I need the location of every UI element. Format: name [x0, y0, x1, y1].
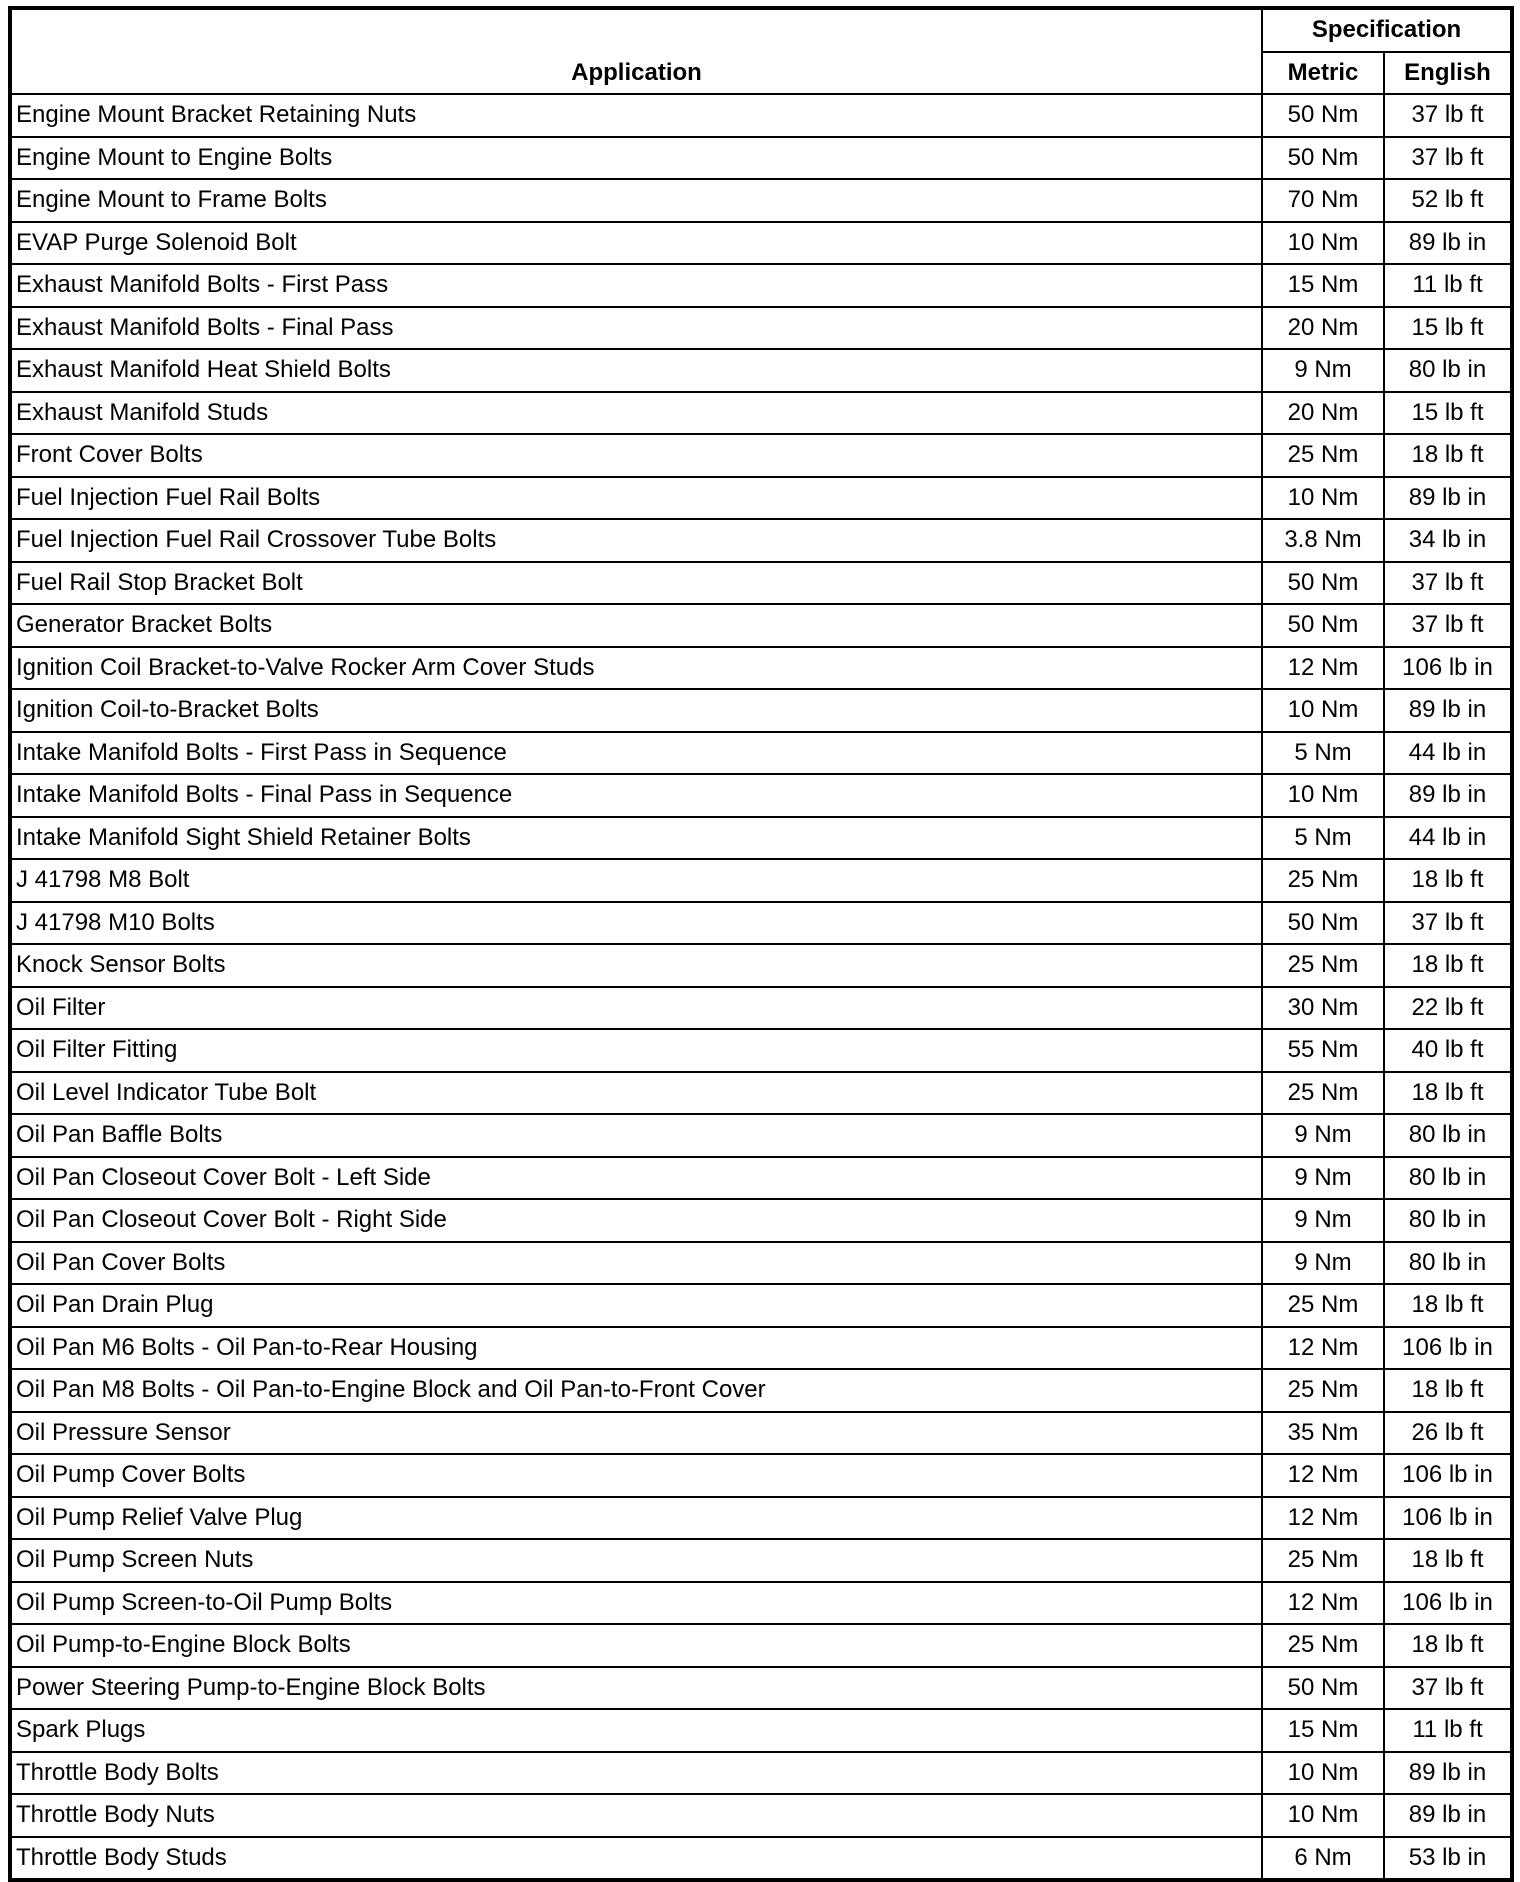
- table-row: [10, 94, 1512, 137]
- application-cell: Intake Manifold Sight Shield Retainer Bolts: [10, 817, 1262, 860]
- english-cell: 18 lb ft: [1384, 1539, 1512, 1582]
- table-row: [10, 1114, 1512, 1157]
- header-row-top: [10, 8, 1512, 52]
- table-header: [10, 8, 1512, 94]
- application-cell: Exhaust Manifold Studs: [10, 392, 1262, 435]
- metric-cell: 50 Nm: [1262, 562, 1384, 605]
- table-row: [10, 1667, 1512, 1710]
- table-row: [10, 392, 1512, 435]
- english-cell: 80 lb in: [1384, 1242, 1512, 1285]
- metric-cell: 3.8 Nm: [1262, 519, 1384, 562]
- english-cell: 37 lb ft: [1384, 562, 1512, 605]
- application-cell: Engine Mount to Engine Bolts: [10, 137, 1262, 180]
- metric-cell: 12 Nm: [1262, 1327, 1384, 1370]
- metric-cell: 12 Nm: [1262, 647, 1384, 690]
- metric-cell: 50 Nm: [1262, 94, 1384, 137]
- application-cell: Exhaust Manifold Bolts - Final Pass: [10, 307, 1262, 350]
- table-row: [10, 902, 1512, 945]
- metric-cell: 10 Nm: [1262, 1752, 1384, 1795]
- metric-cell: 50 Nm: [1262, 902, 1384, 945]
- table-row: [10, 434, 1512, 477]
- english-cell: 11 lb ft: [1384, 1709, 1512, 1752]
- metric-cell: 25 Nm: [1262, 1539, 1384, 1582]
- metric-cell: 12 Nm: [1262, 1582, 1384, 1625]
- table-row: [10, 1029, 1512, 1072]
- english-cell: 18 lb ft: [1384, 944, 1512, 987]
- application-cell: Engine Mount to Frame Bolts: [10, 179, 1262, 222]
- english-cell: 18 lb ft: [1384, 859, 1512, 902]
- metric-cell: 35 Nm: [1262, 1412, 1384, 1455]
- application-cell: Power Steering Pump-to-Engine Block Bolts: [10, 1667, 1262, 1710]
- application-cell: Oil Pan Drain Plug: [10, 1284, 1262, 1327]
- english-cell: 80 lb in: [1384, 1199, 1512, 1242]
- table-row: [10, 1157, 1512, 1200]
- metric-cell: 25 Nm: [1262, 1072, 1384, 1115]
- application-cell: Oil Pan Closeout Cover Bolt - Left Side: [10, 1157, 1262, 1200]
- application-cell: Knock Sensor Bolts: [10, 944, 1262, 987]
- application-cell: Oil Pan Baffle Bolts: [10, 1114, 1262, 1157]
- metric-cell: 12 Nm: [1262, 1454, 1384, 1497]
- application-cell: Fuel Injection Fuel Rail Crossover Tube Bolts: [10, 519, 1262, 562]
- table-row: [10, 349, 1512, 392]
- english-cell: 89 lb in: [1384, 1794, 1512, 1837]
- table-row: [10, 1199, 1512, 1242]
- metric-cell: 10 Nm: [1262, 1794, 1384, 1837]
- english-cell: 37 lb ft: [1384, 604, 1512, 647]
- table-row: [10, 1794, 1512, 1837]
- english-cell: 44 lb in: [1384, 817, 1512, 860]
- metric-cell: 20 Nm: [1262, 392, 1384, 435]
- application-cell: Ignition Coil-to-Bracket Bolts: [10, 689, 1262, 732]
- table-row: [10, 179, 1512, 222]
- english-cell: 106 lb in: [1384, 1454, 1512, 1497]
- english-cell: 18 lb ft: [1384, 1369, 1512, 1412]
- table-row: [10, 944, 1512, 987]
- application-cell: Oil Pan Closeout Cover Bolt - Right Side: [10, 1199, 1262, 1242]
- metric-cell: 50 Nm: [1262, 1667, 1384, 1710]
- metric-cell: 12 Nm: [1262, 1497, 1384, 1540]
- application-cell: Throttle Body Nuts: [10, 1794, 1262, 1837]
- application-cell: Exhaust Manifold Heat Shield Bolts: [10, 349, 1262, 392]
- english-cell: 18 lb ft: [1384, 1284, 1512, 1327]
- table-row: [10, 1284, 1512, 1327]
- english-cell: 37 lb ft: [1384, 902, 1512, 945]
- table-row: [10, 307, 1512, 350]
- application-cell: Throttle Body Bolts: [10, 1752, 1262, 1795]
- english-cell: 40 lb ft: [1384, 1029, 1512, 1072]
- table-body: [10, 94, 1512, 1880]
- table-row: [10, 1412, 1512, 1455]
- metric-cell: 10 Nm: [1262, 222, 1384, 265]
- table-row: [10, 1369, 1512, 1412]
- english-cell: 26 lb ft: [1384, 1412, 1512, 1455]
- metric-cell: 30 Nm: [1262, 987, 1384, 1030]
- application-cell: Oil Pump Screen Nuts: [10, 1539, 1262, 1582]
- application-cell: Intake Manifold Bolts - First Pass in Sequence: [10, 732, 1262, 775]
- application-cell: Oil Pressure Sensor: [10, 1412, 1262, 1455]
- english-cell: 44 lb in: [1384, 732, 1512, 775]
- application-cell: Oil Pump Relief Valve Plug: [10, 1497, 1262, 1540]
- metric-cell: 5 Nm: [1262, 732, 1384, 775]
- english-cell: 89 lb in: [1384, 477, 1512, 520]
- table-row: [10, 1327, 1512, 1370]
- metric-cell: 9 Nm: [1262, 1242, 1384, 1285]
- table-row: [10, 477, 1512, 520]
- metric-cell: 25 Nm: [1262, 1369, 1384, 1412]
- table-row: [10, 264, 1512, 307]
- application-cell: Oil Pan Cover Bolts: [10, 1242, 1262, 1285]
- english-cell: 106 lb in: [1384, 1327, 1512, 1370]
- english-cell: 18 lb ft: [1384, 1624, 1512, 1667]
- table-row: [10, 1752, 1512, 1795]
- application-cell: Fuel Injection Fuel Rail Bolts: [10, 477, 1262, 520]
- table-row: [10, 1497, 1512, 1540]
- application-cell: Oil Pump Screen-to-Oil Pump Bolts: [10, 1582, 1262, 1625]
- application-cell: Oil Filter Fitting: [10, 1029, 1262, 1072]
- english-cell: 15 lb ft: [1384, 307, 1512, 350]
- metric-cell: 25 Nm: [1262, 1284, 1384, 1327]
- english-cell: 37 lb ft: [1384, 1667, 1512, 1710]
- metric-cell: 5 Nm: [1262, 817, 1384, 860]
- english-cell: 106 lb in: [1384, 647, 1512, 690]
- english-cell: 11 lb ft: [1384, 264, 1512, 307]
- english-cell: 18 lb ft: [1384, 434, 1512, 477]
- metric-cell: 6 Nm: [1262, 1837, 1384, 1881]
- table-row: [10, 519, 1512, 562]
- application-cell: Oil Pump-to-Engine Block Bolts: [10, 1624, 1262, 1667]
- metric-header: Metric: [1262, 52, 1384, 95]
- table-row: [10, 604, 1512, 647]
- fastener-torque-table: [8, 6, 1514, 1882]
- table-row: [10, 137, 1512, 180]
- metric-cell: 15 Nm: [1262, 1709, 1384, 1752]
- application-cell: Oil Level Indicator Tube Bolt: [10, 1072, 1262, 1115]
- english-cell: 34 lb in: [1384, 519, 1512, 562]
- metric-cell: 10 Nm: [1262, 689, 1384, 732]
- table-row: [10, 732, 1512, 775]
- application-cell: Front Cover Bolts: [10, 434, 1262, 477]
- english-cell: 89 lb in: [1384, 689, 1512, 732]
- metric-cell: 9 Nm: [1262, 349, 1384, 392]
- table-row: [10, 987, 1512, 1030]
- application-cell: J 41798 M8 Bolt: [10, 859, 1262, 902]
- table-row: [10, 222, 1512, 265]
- metric-cell: 20 Nm: [1262, 307, 1384, 350]
- english-cell: 80 lb in: [1384, 1157, 1512, 1200]
- english-cell: 22 lb ft: [1384, 987, 1512, 1030]
- english-cell: 89 lb in: [1384, 1752, 1512, 1795]
- application-cell: Oil Pump Cover Bolts: [10, 1454, 1262, 1497]
- english-cell: 89 lb in: [1384, 222, 1512, 265]
- table-row: [10, 562, 1512, 605]
- table-row: [10, 1454, 1512, 1497]
- application-cell: Exhaust Manifold Bolts - First Pass: [10, 264, 1262, 307]
- table-row: [10, 817, 1512, 860]
- application-cell: Oil Filter: [10, 987, 1262, 1030]
- metric-cell: 9 Nm: [1262, 1199, 1384, 1242]
- table-row: [10, 1539, 1512, 1582]
- metric-cell: 50 Nm: [1262, 604, 1384, 647]
- application-cell: EVAP Purge Solenoid Bolt: [10, 222, 1262, 265]
- metric-cell: 50 Nm: [1262, 137, 1384, 180]
- english-cell: 106 lb in: [1384, 1582, 1512, 1625]
- application-cell: Oil Pan M6 Bolts - Oil Pan-to-Rear Housing: [10, 1327, 1262, 1370]
- metric-cell: 25 Nm: [1262, 434, 1384, 477]
- table-row: [10, 1582, 1512, 1625]
- metric-cell: 9 Nm: [1262, 1114, 1384, 1157]
- metric-cell: 25 Nm: [1262, 859, 1384, 902]
- metric-cell: 10 Nm: [1262, 774, 1384, 817]
- application-cell: J 41798 M10 Bolts: [10, 902, 1262, 945]
- application-cell: Engine Mount Bracket Retaining Nuts: [10, 94, 1262, 137]
- specification-header: Specification: [1262, 8, 1512, 52]
- table-row: [10, 774, 1512, 817]
- metric-cell: 9 Nm: [1262, 1157, 1384, 1200]
- english-cell: 52 lb ft: [1384, 179, 1512, 222]
- application-cell: Generator Bracket Bolts: [10, 604, 1262, 647]
- application-cell: Throttle Body Studs: [10, 1837, 1262, 1881]
- application-cell: Ignition Coil Bracket-to-Valve Rocker Arm Cover Studs: [10, 647, 1262, 690]
- metric-cell: 55 Nm: [1262, 1029, 1384, 1072]
- table-row: [10, 1709, 1512, 1752]
- english-cell: 89 lb in: [1384, 774, 1512, 817]
- english-cell: 53 lb in: [1384, 1837, 1512, 1881]
- table-row: [10, 1624, 1512, 1667]
- table-row: [10, 647, 1512, 690]
- table-row: [10, 689, 1512, 732]
- metric-cell: 25 Nm: [1262, 1624, 1384, 1667]
- english-cell: 15 lb ft: [1384, 392, 1512, 435]
- english-cell: 80 lb in: [1384, 1114, 1512, 1157]
- table-row: [10, 859, 1512, 902]
- metric-cell: 10 Nm: [1262, 477, 1384, 520]
- english-cell: 106 lb in: [1384, 1497, 1512, 1540]
- english-header: English: [1384, 52, 1512, 95]
- application-header: Application: [10, 8, 1262, 94]
- metric-cell: 25 Nm: [1262, 944, 1384, 987]
- application-cell: Spark Plugs: [10, 1709, 1262, 1752]
- application-cell: Intake Manifold Bolts - Final Pass in Sequence: [10, 774, 1262, 817]
- table-row: [10, 1242, 1512, 1285]
- table-row: [10, 1072, 1512, 1115]
- english-cell: 80 lb in: [1384, 349, 1512, 392]
- application-cell: Fuel Rail Stop Bracket Bolt: [10, 562, 1262, 605]
- english-cell: 37 lb ft: [1384, 137, 1512, 180]
- application-cell: Oil Pan M8 Bolts - Oil Pan-to-Engine Block and Oil Pan-to-Front Cover: [10, 1369, 1262, 1412]
- metric-cell: 70 Nm: [1262, 179, 1384, 222]
- table-row: [10, 1837, 1512, 1881]
- metric-cell: 15 Nm: [1262, 264, 1384, 307]
- english-cell: 37 lb ft: [1384, 94, 1512, 137]
- english-cell: 18 lb ft: [1384, 1072, 1512, 1115]
